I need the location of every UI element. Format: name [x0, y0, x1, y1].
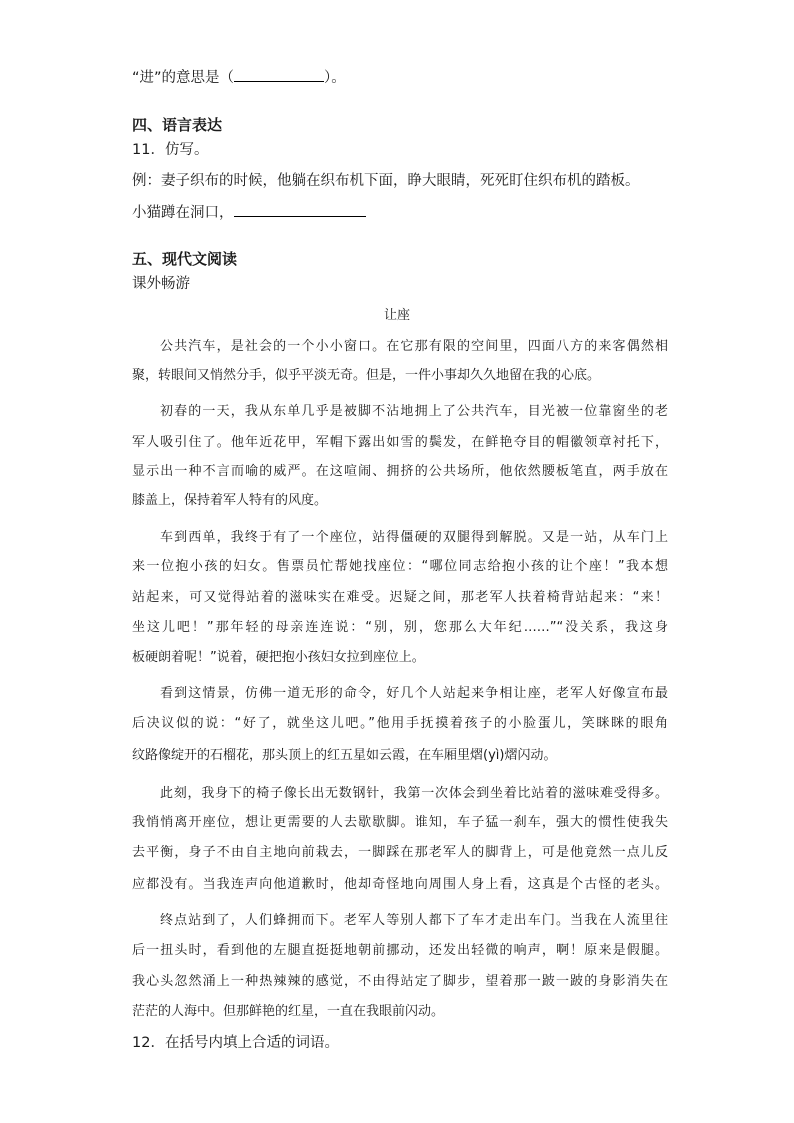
passage-line: 应都没有。当我连声向他道歉时，他却奇怪地向周围人身上看，这真是个古怪的老头。 [132, 877, 668, 892]
passage-line: 此刻，我身下的椅子像长出无数钢针，我第一次体会到坐着比站着的滋味难受得多。 [160, 786, 668, 801]
passage-line: 聚，转眼间又悄然分手，似乎平淡无奇。但是，一件小事却久久地留在我的心底。 [132, 368, 601, 383]
passage-line: 膝盖上，保持着军人特有的风度。 [132, 493, 328, 508]
passage-line: 纹路像绽开的石榴花，那头顶上的红五星如云霞，在车厢里熠(yì)熠闪动。 [132, 748, 557, 763]
q11-title: 11．仿写。 [132, 142, 209, 158]
passage-line: 初春的一天，我从东单几乎是被脚不沾地拥上了公共汽车，目光被一位靠窗坐的老 [160, 404, 668, 419]
passage-line: 茫茫的人海中。但那鲜艳的红星，一直在我眼前闪动。 [132, 1004, 445, 1019]
passage-line: 后一扭头时，看到他的左腿直挺挺地朝前挪动，还发出轻微的响声，啊！原来是假腿。 [132, 943, 668, 958]
q10-prefix: “进”的意思是（ [132, 70, 235, 86]
passage-line: 来一位抱小孩的妇女。售票员忙帮她找座位：“哪位同志给抱小孩的让个座！”我本想 [132, 559, 668, 574]
q11-answer-blank[interactable] [234, 201, 366, 217]
q11-prompt-line [132, 201, 366, 223]
passage-line: 公共汽车，是社会的一个小小窗口。在它那有限的空间里，四面八方的来客偶然相 [160, 339, 668, 354]
section4-heading: 四、语言表达 [132, 116, 223, 134]
passage-line: 坐这儿吧！”那年轻的母亲连连说：“别，别，您那么大年纪……”“没关系，我这身 [132, 620, 668, 635]
q10-answer-blank[interactable] [234, 66, 324, 82]
passage-line: 我悄悄离开座位，想让更需要的人去歇歇脚。谁知，车子猛一刹车，强大的惯性使我失 [132, 815, 668, 830]
passage-line: 板硬朗着呢！”说着，硬把抱小孩妇女拉到座位上。 [132, 650, 425, 665]
section5-heading: 五、现代文阅读 [132, 250, 238, 268]
passage-line: 站起来，可又觉得站着的滋味实在难受。迟疑之间，那老军人扶着椅背站起来：“来！ [132, 590, 668, 605]
q11-prompt: 小猫蹲在洞口， [132, 205, 234, 221]
passage-title: 让座 [383, 308, 410, 323]
passage-line: 显示出一种不言而喻的威严。在这喧闹、拥挤的公共场所，他依然腰板笔直，两手放在 [132, 464, 668, 479]
passage-line: 看到这情景，仿佛一道无形的命令，好几个人站起来争相让座，老军人好像宣布最 [160, 686, 668, 701]
q12-title: 12．在括号内填上合适的词语。 [132, 1035, 339, 1051]
q11-example: 例：妻子织布的时候，他躺在织布机下面，睁大眼睛，死死盯住织布机的踏板。 [132, 173, 640, 189]
passage-line: 后决议似的说：“好了，就坐这儿吧。”他用手抚摸着孩子的小脸蛋儿，笑眯眯的眼角 [132, 716, 668, 731]
passage-line: 去平衡，身子不由自主地向前栽去，一脚踩在那老军人的脚背上，可是他竟然一点儿反 [132, 845, 668, 860]
passage-line: 我心头忽然涌上一种热辣辣的感觉，不由得站定了脚步，望着那一跛一跛的身影消失在 [132, 974, 668, 989]
passage-line: 军人吸引住了。他年近花甲，军帽下露出如雪的鬓发，在鲜艳夺目的帽徽领章衬托下， [132, 435, 668, 450]
section5-sub: 课外畅游 [132, 276, 190, 292]
passage-line: 终点站到了，人们蜂拥而下。老军人等别人都下了车才走出车门。当我在人流里往 [160, 913, 668, 928]
q10-suffix: ）。 [324, 70, 346, 86]
q10-line [132, 66, 346, 88]
passage-line: 车到西单，我终于有了一个座位，站得僵硬的双腿得到解脱。又是一站，从车门上 [160, 530, 668, 545]
